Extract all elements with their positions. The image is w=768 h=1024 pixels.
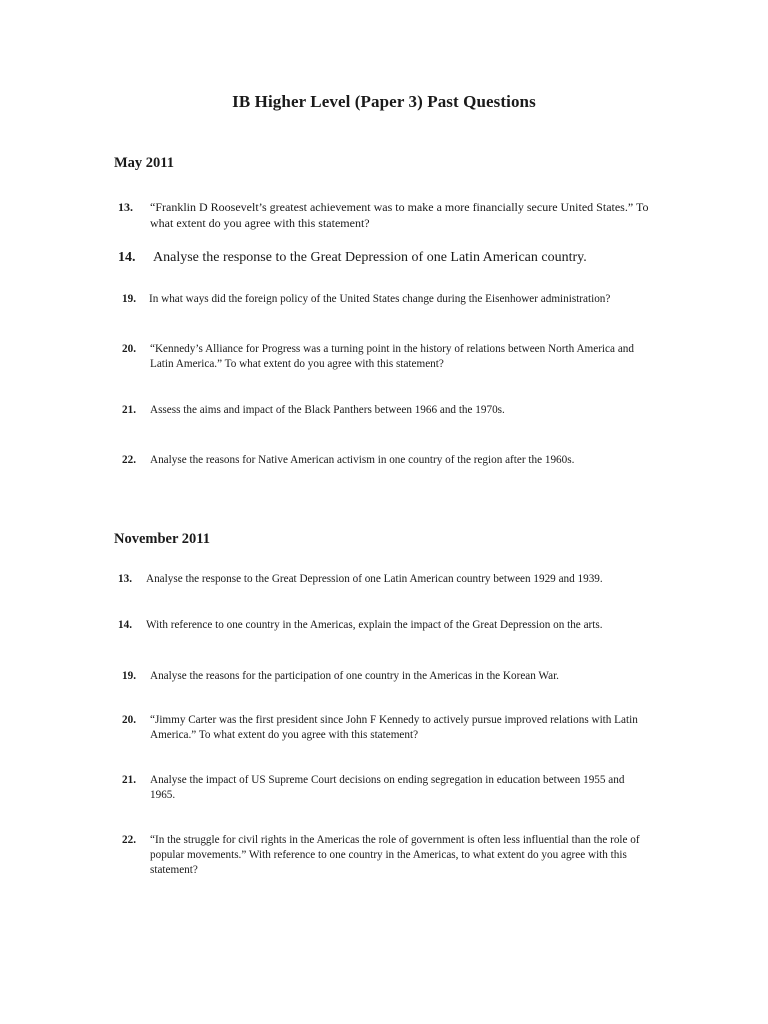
question-text: “Kennedy’s Alliance for Progress was a turning point in the history of relations between North America and Latin America.” To what extent do you agree with this statement? xyxy=(150,343,634,370)
question-text: “Franklin D Roosevelt’s greatest achievement was to make a more financially secure United States.” To what extent do you agree with this statement? xyxy=(150,200,649,230)
question-text: “Jimmy Carter was the first president since John F Kennedy to actively pursue improved relations with Latin America.” To what extent do you agree with this statement? xyxy=(150,714,638,741)
section-heading-may-2011: May 2011 xyxy=(114,155,175,171)
question-text: Analyse the response to the Great Depression of one Latin American country between 1929 and 1939. xyxy=(146,573,603,585)
question-may-22 xyxy=(122,453,642,468)
question-text: Analyse the response to the Great Depression of one Latin American country. xyxy=(153,250,587,265)
question-number: 19. xyxy=(122,293,136,305)
question-text: “In the struggle for civil rights in the Americas the role of government is often less influential than the role of popular movements.” With reference to one country in the Americas, to what extent do you agree with this statement? xyxy=(150,834,640,876)
question-number: 14. xyxy=(118,250,136,265)
question-number: 20. xyxy=(122,714,136,726)
question-number: 13. xyxy=(118,200,133,214)
question-number: 21. xyxy=(122,404,136,416)
question-text: Analyse the reasons for the participation of one country in the Americas in the Korean War. xyxy=(150,670,559,682)
question-number: 19. xyxy=(122,670,136,682)
question-nov-21 xyxy=(122,773,642,803)
question-number: 14. xyxy=(118,619,132,631)
question-number: 13. xyxy=(118,573,132,585)
question-may-20 xyxy=(122,342,634,372)
question-number: 22. xyxy=(122,454,136,466)
question-text: Analyse the reasons for Native American activism in one country of the region after the 1960s. xyxy=(150,454,575,466)
question-may-21 xyxy=(122,403,642,418)
section-heading-november-2011: November 2011 xyxy=(114,531,210,547)
question-text: Analyse the impact of US Supreme Court decisions on ending segregation in education between 1955 and 1965. xyxy=(150,774,625,801)
question-number: 20. xyxy=(122,343,136,355)
question-nov-20 xyxy=(122,713,642,743)
question-text: Assess the aims and impact of the Black Panthers between 1966 and the 1970s. xyxy=(150,404,505,416)
question-may-19 xyxy=(122,292,642,307)
question-may-14 xyxy=(118,249,678,266)
question-nov-13 xyxy=(118,572,658,587)
question-nov-14 xyxy=(118,618,658,633)
question-text: In what ways did the foreign policy of the United States change during the Eisenhower administration? xyxy=(149,293,611,305)
question-may-13 xyxy=(118,199,658,231)
question-nov-19 xyxy=(122,669,642,684)
question-nov-22 xyxy=(122,833,642,878)
question-text: With reference to one country in the Americas, explain the impact of the Great Depression on the arts. xyxy=(146,619,603,631)
question-number: 21. xyxy=(122,774,136,786)
question-number: 22. xyxy=(122,834,136,846)
page-title: IB Higher Level (Paper 3) Past Questions xyxy=(232,92,536,111)
